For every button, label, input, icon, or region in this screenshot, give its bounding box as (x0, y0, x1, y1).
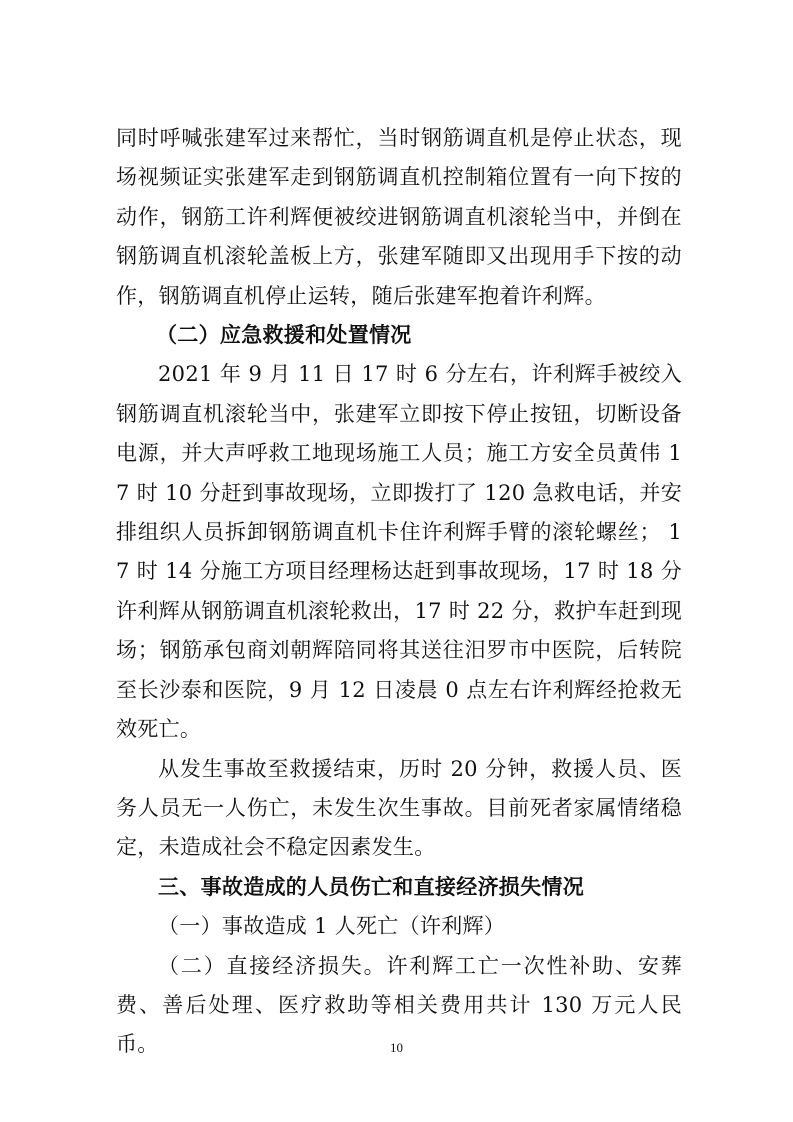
paragraph-casualties: （一）事故造成 1 人死亡（许利辉） (158, 914, 506, 939)
heading-casualties-losses: 三、事故造成的人员伤亡和直接经济损失情况 (158, 874, 584, 899)
heading-emergency-rescue: （二）应急救援和处置情况 (156, 323, 412, 348)
paragraph-accident-process: 同时呼喊张建军过来帮忙，当时钢筋调直机是停止状态，现场视频证实张建军走到钢筋调直机控制箱位置有一向下按的动作，钢筋工许利辉便被绞进钢筋调直机滚轮当中，并倒在钢筋调直机滚轮盖板上方，张建军随即又出现用手下按的动作，钢筋调直机停止运转，随后张建军抱着许利辉。 (116, 126, 682, 308)
paragraph-rescue-timeline: 2021 年 9 月 11 日 17 时 6 分左右，许利辉手被绞入钢筋调直机滚轮当中，张建军立即按下停止按钮，切断设备电源，并大声呼救工地现场施工人员；施工方安全员黄伟 17 时 10 分赶到事故现场，立即拨打了 120 急救电话，并安排组织人员拆卸钢筋调直机卡住许利辉手臂的滚轮螺丝； 17 时 14 分施工方项目经理杨达赶到事故现场，17 时 18 分许利辉从钢筋调直机滚轮救出，17 时 22 分，救护车赶到现场；钢筋承包商刘朝辉陪同将其送往汨罗市中医院，后转院至长沙泰和医院，9 月 12 日凌晨 0 点左右许利辉经抢救无效死亡。 (116, 362, 682, 742)
document-body (116, 119, 682, 1065)
paragraph-economic-loss: （二）直接经济损失。许利辉工亡一次性补助、安葬费、善后处理、医疗救助等相关费用共计 130 万元人民币。 (116, 953, 682, 1057)
page-number: 10 (390, 1040, 403, 1055)
paragraph-rescue-summary: 从发生事故至救援结束，历时 20 分钟，救援人员、医务人员无一人伤亡，未发生次生事故。目前死者家属情绪稳定，未造成社会不稳定因素发生。 (116, 756, 682, 860)
